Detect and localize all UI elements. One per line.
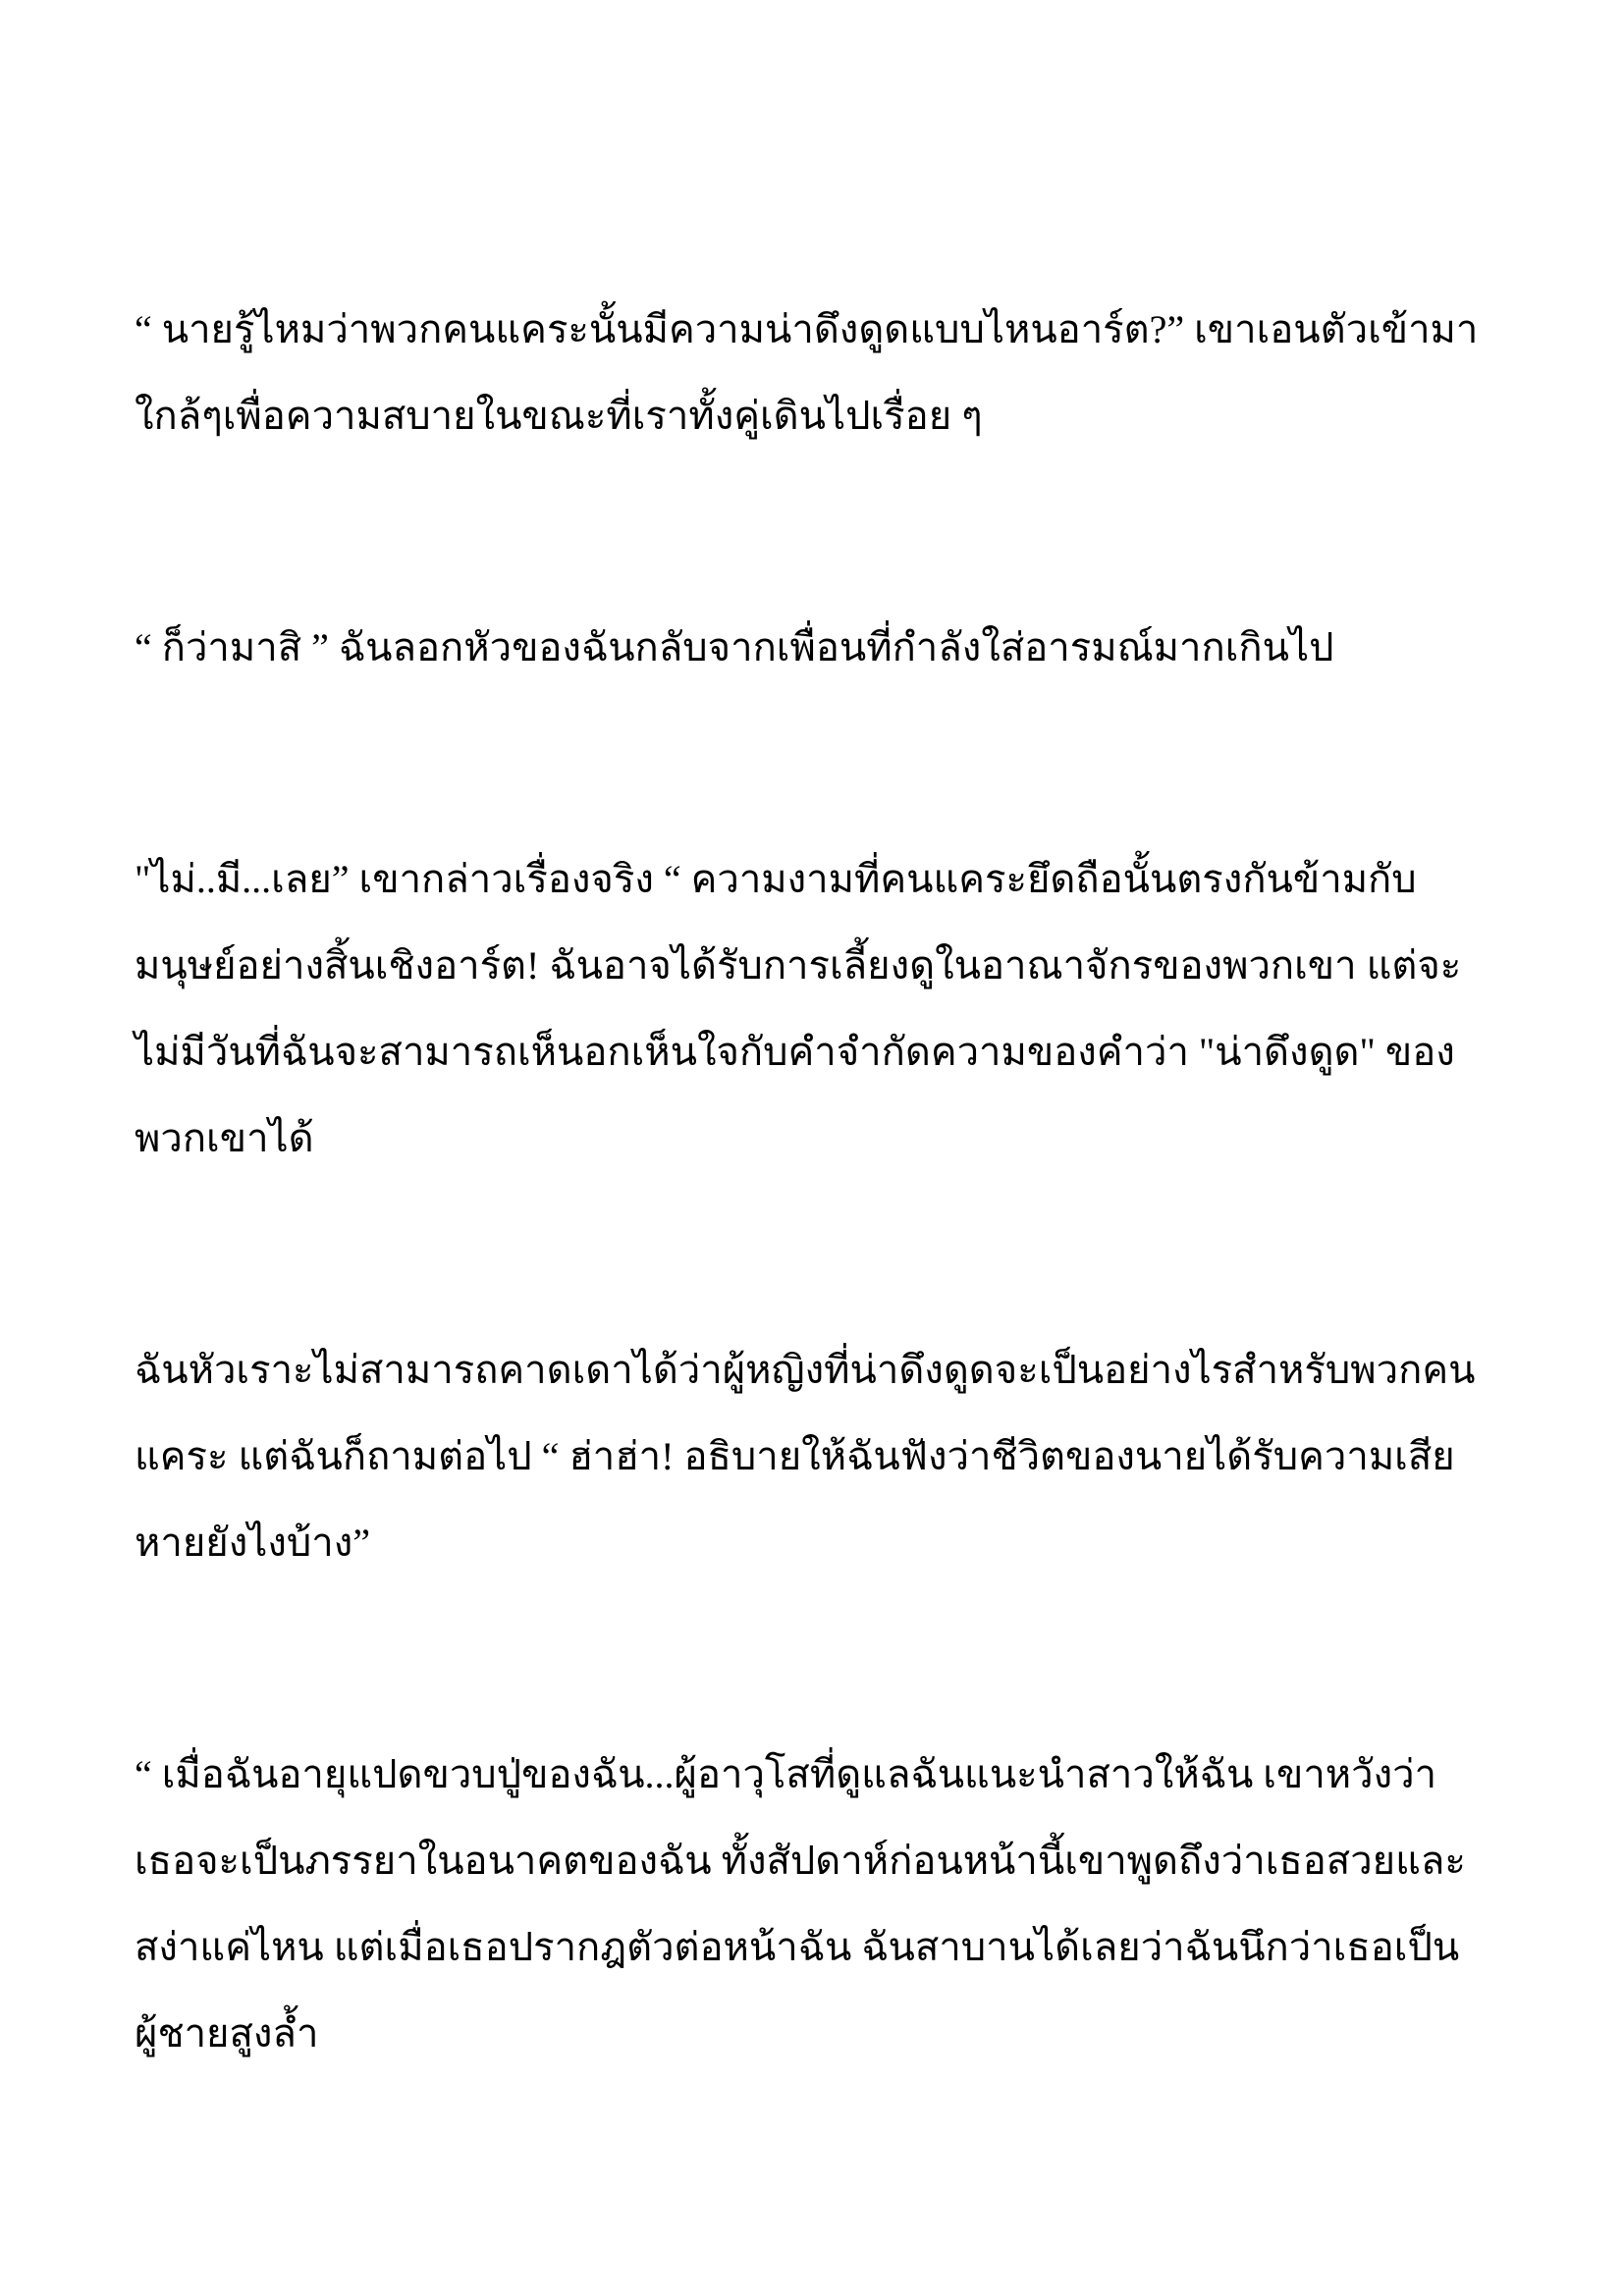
paragraph-dialogue-2: “ ก็ว่ามาสิ ” ฉันลอกหัวของฉันกลับจากเพื่อนที่กำลังใส่อารมณ์มากเกินไป [135,625,1334,669]
paragraph-narration-1: ฉันหัวเราะไม่สามารถคาดเดาได้ว่าผู้หญิงที่น่าดึงดูดจะเป็นอย่างไรสำหรับพวกคนแคระ แต่ฉันก็ถามต่อไป “ ฮ่าฮ่า! อธิบายให้ฉันฟังว่าชีวิตของนายได้รับความเสียหายยังไงบ้าง” [135,1348,1476,1565]
paragraph-dialogue-1: “ นายรู้ไหมว่าพวกคนแคระนั้นมีความน่าดึงดูดแบบไหนอาร์ต?” เขาเอนตัวเข้ามาใกล้ๆเพื่อความสบายในขณะที่เราทั้งคู่เดินไปเรื่อย ๆ [135,307,1479,438]
paragraph-dialogue-3: "ไม่..มี...เลย” เขากล่าวเรื่องจริง “ ความงามที่คนแคระยึดถือนั้นตรงกันข้ามกับมนุษย์อย่างสิ้นเชิงอาร์ต! ฉันอาจได้รับการเลี้ยงดูในอาณาจักรของพวกเขา แต่จะไม่มีวันที่ฉันจะสามารถเห็นอกเห็นใจกับคำจำกัดความของคำว่า "น่าดึงดูด" ของพวกเขาได้ [135,857,1462,1160]
paragraph-dialogue-4: “ เมื่อฉันอายุแปดขวบปู่ของฉัน...ผู้อาวุโสที่ดูแลฉันแนะนำสาวให้ฉัน เขาหวังว่าเธอจะเป็นภรรยาในอนาคตของฉัน ทั้งสัปดาห์ก่อนหน้านี้เขาพูดถึงว่าเธอสวยและสง่าแค่ไหน แต่เมื่อเธอปรากฎตัวต่อหน้าฉัน ฉันสาบานได้เลยว่าฉันนึกว่าเธอเป็นผู้ชายสูงล้ำ [135,1752,1466,2056]
